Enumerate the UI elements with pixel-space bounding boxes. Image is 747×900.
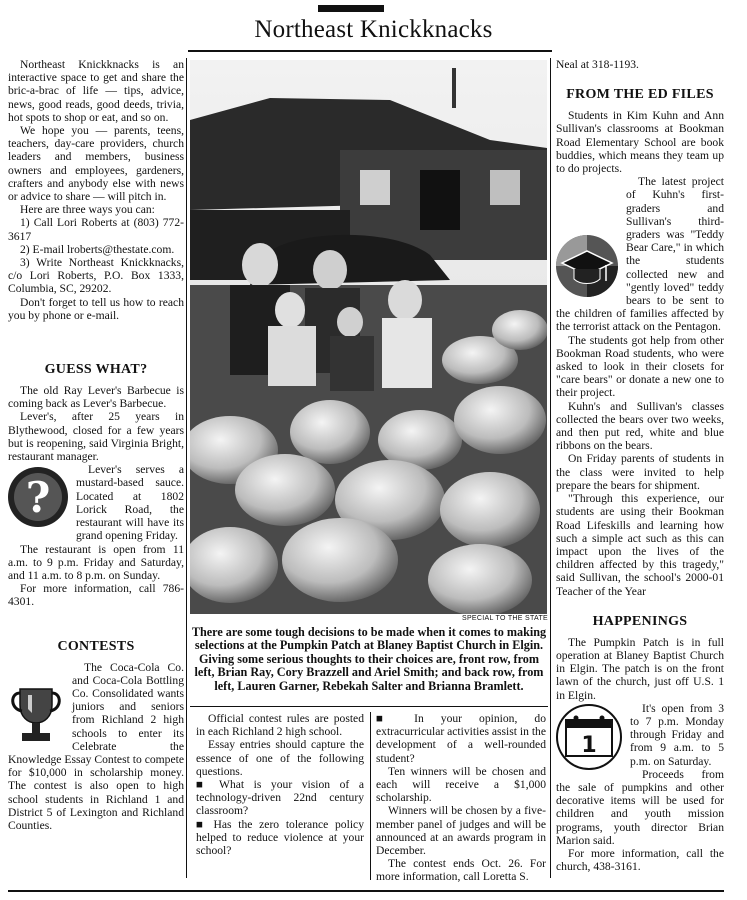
caption-rule xyxy=(190,706,548,707)
masthead-bar xyxy=(318,5,384,12)
page-title: Northeast Knickknacks xyxy=(254,16,493,43)
happenings-paragraph: For more information, call the church, 438-3161. xyxy=(556,846,724,874)
intro-paragraph: 1) Call Lori Roberts at (803) 772-3617 xyxy=(8,216,184,243)
intro-paragraph: We hope you — parents, teens, teachers, day-care providers, church leaders and members, business owners and employees, gardeners, crafters and anybody else with news or advice to share — will pitch in. xyxy=(8,124,184,204)
pumpkin-patch-photo xyxy=(190,60,547,614)
intro-paragraph: Don't forget to tell us how to reach you by phone or e-mail. xyxy=(8,295,184,322)
ed-files-paragraph: Students in Kim Kuhn and Ann Sullivan's classrooms at Bookman Road Elementary School are book buddies, which means they team up to do projects. xyxy=(556,109,724,176)
title-rule xyxy=(188,50,552,52)
ed-files-paragraph: The students got help from other Bookman Road students, who were asked to look in their closets for "care bears" or donate a new one to their project. xyxy=(556,333,724,400)
contests-paragraph: Ten winners will be chosen and each will receive a $1,000 scholarship. xyxy=(376,764,546,805)
guess-what-paragraph: For more information, call 786-4301. xyxy=(8,582,184,609)
ed-files-heading: FROM THE ED FILES xyxy=(566,87,714,103)
right-column xyxy=(556,58,724,873)
ed-files-paragraph: On Friday parents of students in the class were invited to help prepare the bears for shipment. xyxy=(556,452,724,492)
calendar-number: 1 xyxy=(581,732,597,758)
ed-files-paragraph: The latest project of Kuhn's first-graders and Sullivan's third-graders was "Teddy Bear Care," in which the students collected new and "gently loved" teddy bears to be sent to the children of families affected by the terrorist attack on the Pentagon. xyxy=(556,175,724,334)
intro-paragraph: 2) E-mail lroberts@thestate.com. xyxy=(20,242,175,256)
graduation-cap-icon xyxy=(554,233,620,299)
contests-paragraph: The contest ends Oct. 26. For more information, call Loretta S. xyxy=(376,857,546,884)
contests-paragraph: The Coca-Cola Co. and Coca-Cola Bottling Co. Consolidated wants juniors and seniors from Richland 2 high schools to enter its Celebrate the Knowledge Essay Contest to compete for $10,000 in scholarship money. The contest is also open to high school students in Richland 1 and District 5 of Lexington and Richland Counties. xyxy=(8,660,184,832)
happenings-paragraph: It's open from 3 to 7 p.m. Monday through Friday and from 9 a.m. to 5 p.m. on Saturday. xyxy=(630,701,724,768)
photo-credit: SPECIAL TO THE STATE xyxy=(461,615,548,622)
intro-paragraph: Northeast Knickknacks is an interactive space to get and share the bric-a-brac of life — tips, advice, news, good reads, good deeds, trivia, hot spots to shop or eat, and so on. xyxy=(8,58,184,124)
intro-paragraph: Here are three ways you can: xyxy=(20,203,155,217)
column-divider xyxy=(550,58,551,878)
guess-what-heading: GUESS WHAT? xyxy=(44,362,148,378)
calendar-icon xyxy=(554,704,624,770)
column-divider xyxy=(186,58,187,878)
contests-paragraph: Winners will be chosen by a five-member panel of judges and will be announced at an awards program in December. xyxy=(376,804,546,858)
happenings-heading: HAPPENINGS xyxy=(592,613,688,629)
photo-caption: There are some tough decisions to be made when it comes to making selections at the Pumpkin Patch at Blaney Baptist Church in Elgin. Giving some serious thoughts to their choices are, front row, from left, Brian Ray, Cory Brazzell and Ariel Smith; and back row, from left, Lauren Garner, Rebekah Salter and Brianna Bramlett. xyxy=(191,625,547,693)
contests-paragraph: ■ In your opinion, do extracurricular activities assist in the development of a well-rounded student? xyxy=(376,712,546,765)
happenings-paragraph: The Pumpkin Patch is in full operation at Blaney Baptist Church in Elgin. The patch is on the front lawn of the church, just off U.S. 1 in Elgin. xyxy=(556,635,724,702)
trophy-icon xyxy=(6,683,66,749)
ed-files-paragraph: Kuhn's and Sullivan's classes collected the bears over two weeks, and then put red, white and blue ribbons on the bears. xyxy=(556,399,724,453)
bottom-rule xyxy=(8,890,724,892)
column-divider xyxy=(370,712,371,880)
guess-what-paragraph: The restaurant is open from 11 a.m. to 9 p.m. Friday and Saturday, and 11 a.m. to 8 p.m. on Sunday. xyxy=(8,542,184,582)
continued-text: Neal at 318-1193. xyxy=(556,58,639,71)
guess-what-paragraph: Lever's serves a mustard-based sauce. Located at 1802 Lorick Road, the restaurant will have its grand opening Friday. xyxy=(76,463,184,543)
intro-paragraph: 3) Write Northeast Knickknacks, c/o Lori Roberts, P.O. Box 1333, Columbia, SC, 29202. xyxy=(8,256,184,296)
happenings-paragraph: Proceeds from the sale of pumpkins and other decorative items will be used for children and youth mission programs, youth director Brian Marion said. xyxy=(556,767,724,847)
contests-column-3 xyxy=(376,712,546,884)
guess-what-paragraph: Lever's, after 25 years in Blythewood, closed for a few years but is reopening, said Virginia Bright, restaurant manager. xyxy=(8,410,184,464)
contests-paragraph: ■ Has the zero tolerance policy helped to reduce violence at your school? xyxy=(196,817,364,858)
left-column xyxy=(8,58,184,832)
contests-paragraph: Essay entries should capture the essence of one of the following questions. xyxy=(196,738,364,778)
question-mark-icon xyxy=(6,465,70,529)
contests-column-2 xyxy=(196,712,364,857)
contests-heading: CONTESTS xyxy=(57,638,135,654)
contests-paragraph: Official contest rules are posted in each Richland 2 high school. xyxy=(196,712,364,739)
guess-what-paragraph: The old Ray Lever's Barbecue is coming back as Lever's Barbecue. xyxy=(8,384,184,411)
contests-paragraph: ■ What is your vision of a technology-driven 22nd century classroom? xyxy=(196,778,364,818)
ed-files-paragraph: "Through this experience, our students are using their Bookman Road Lifeskills and learning how such a simple act such as this can impact upon the lives of the children affected by this tragedy," said Sullivan, the school's 2000-01 Teacher of the Year xyxy=(556,492,724,598)
svg-text:?: ? xyxy=(25,473,51,523)
